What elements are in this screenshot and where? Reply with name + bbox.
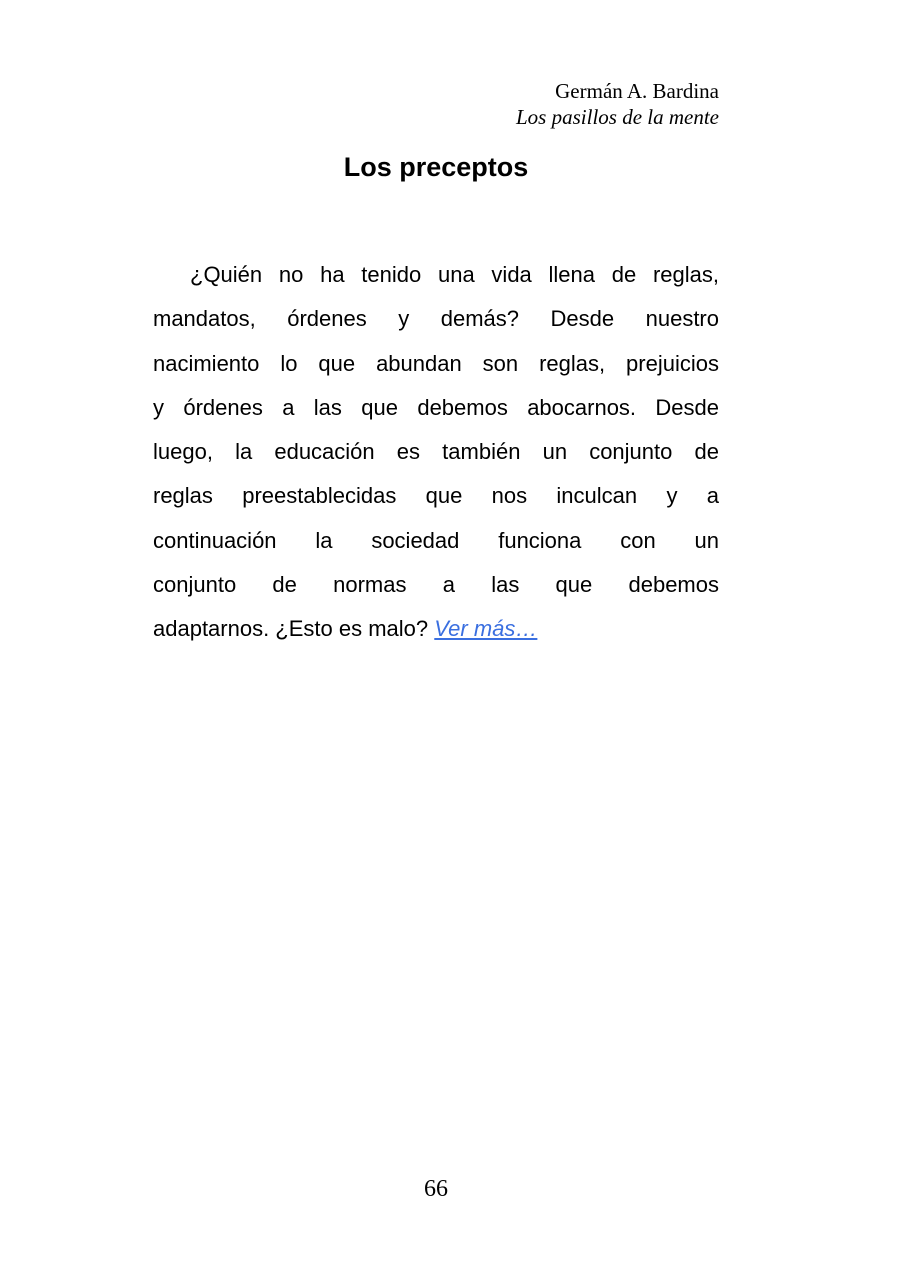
page-number: 66 (424, 1176, 448, 1202)
paragraph-line: y órdenes a las que debemos abocarnos. Desde (153, 394, 719, 420)
paragraph-line: conjunto de normas a las que debemos (153, 572, 719, 598)
paragraph-line: mandatos, órdenes y demás? Desde nuestro (153, 306, 719, 332)
paragraph-line: ¿Quién no ha tenido una vida llena de reglas, (190, 262, 719, 287)
body-paragraph (153, 253, 719, 652)
paragraph-line: reglas preestablecidas que nos inculcan y a (153, 483, 719, 509)
chapter-title: Los preceptos (343, 152, 529, 182)
read-more-link[interactable]: Ver más… (434, 616, 538, 642)
author-name: Germán A. Bardina (555, 79, 719, 103)
book-title: Los pasillos de la mente (516, 105, 719, 129)
paragraph-line: nacimiento lo que abundan son reglas, prejuicios (153, 350, 719, 376)
paragraph-line: luego, la educación es también un conjunto de (153, 439, 719, 465)
paragraph-line: adaptarnos. ¿Esto es malo? (153, 616, 429, 642)
paragraph-line: continuación la sociedad funciona con un (153, 527, 719, 553)
running-header (516, 78, 719, 130)
paragraph-last-line (153, 607, 719, 651)
